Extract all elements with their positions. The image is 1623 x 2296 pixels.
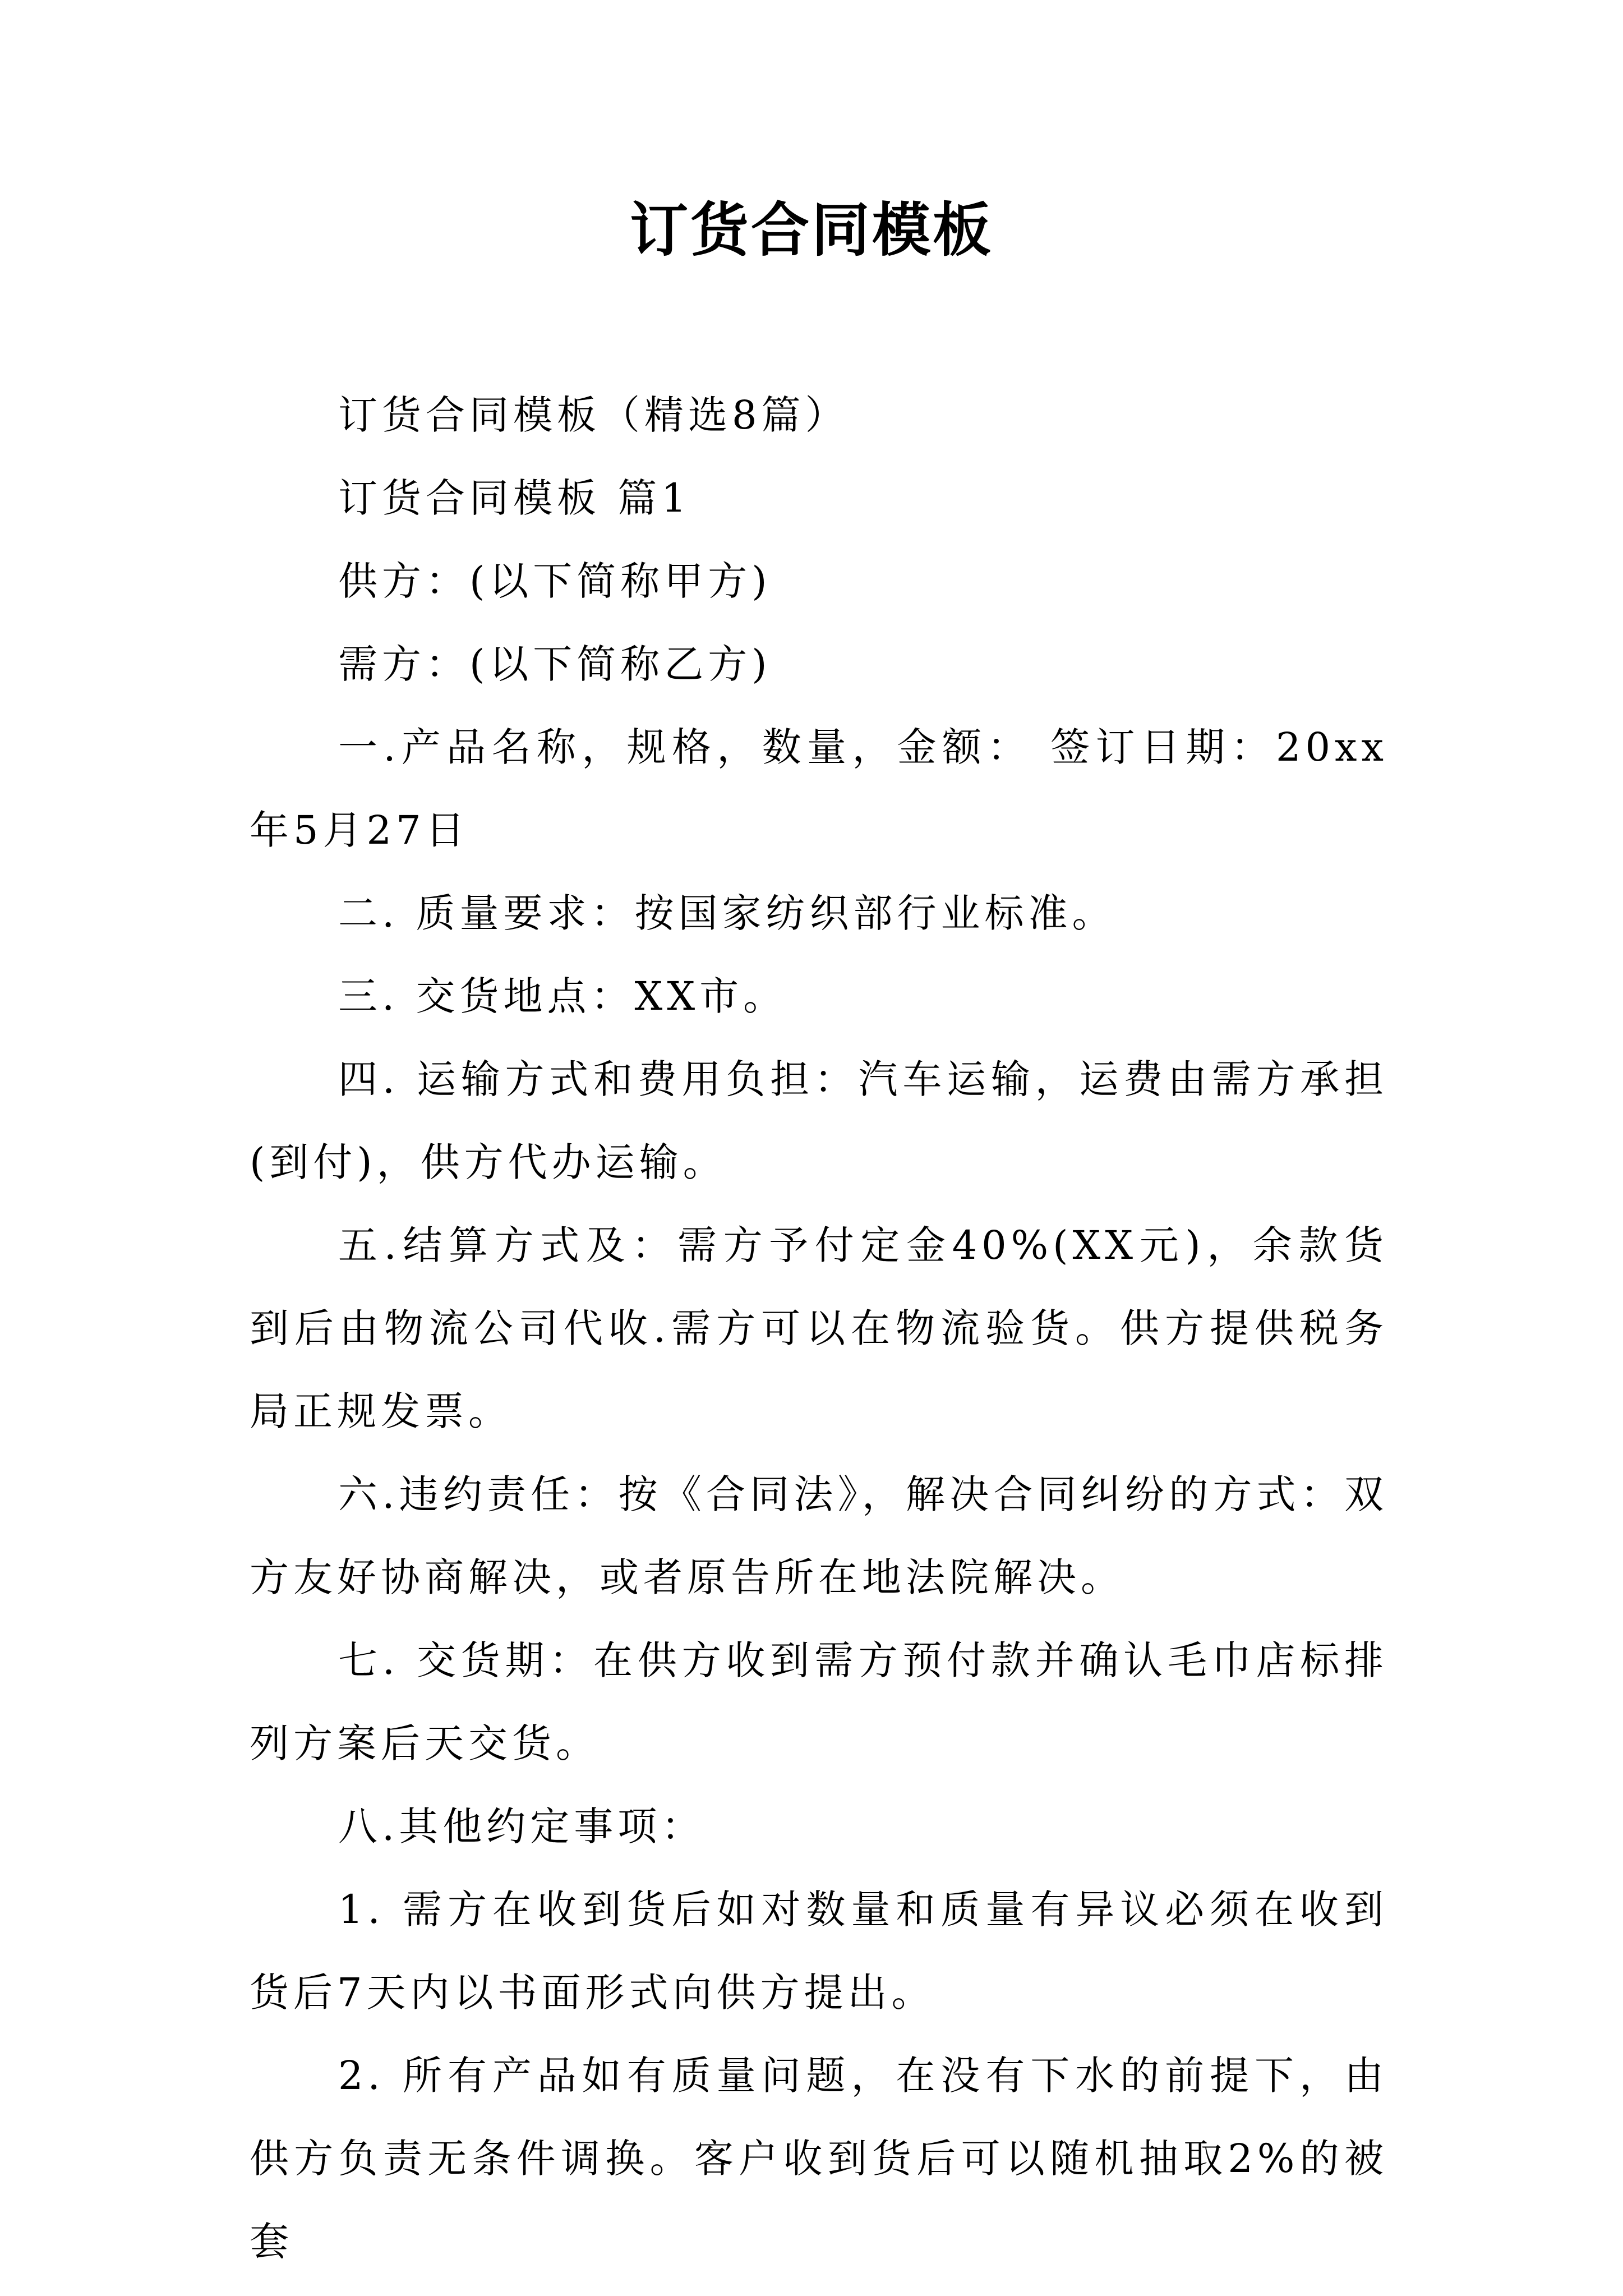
paragraph-clause-1: 一.产品名称，规格，数量，金额： 签订日期：20xx年5月27日 xyxy=(250,724,1388,853)
paragraph-clause-5: 五.结算方式及：需方予付定金40%(XX元)，余款货到后由物流公司代收.需方可以在物流验货。供方提供税务局正规发票。 xyxy=(250,1222,1388,1434)
paragraph-clause-8: 八.其他约定事项： xyxy=(338,1803,706,1849)
paragraph-subtitle: 订货合同模板（精选8篇） xyxy=(338,392,849,438)
paragraph-item-1: 1. 需方在收到货后如对数量和质量有异议必须在收到货后7天内以书面形式向供方提出。 xyxy=(250,1887,1388,2016)
paragraph-supplier: 供方：(以下简称甲方) xyxy=(338,558,772,604)
document-body xyxy=(250,374,1388,2283)
paragraph-clause-4: 四. 运输方式和费用负担：汽车运输，运费由需方承担(到付)，供方代办运输。 xyxy=(250,1056,1388,1185)
paragraph-clause-6: 六.违约责任：按《合同法》，解决合同纠纷的方式：双方友好协商解决，或者原告所在地法院解决。 xyxy=(250,1471,1388,1600)
document-title: 订货合同模板 xyxy=(629,196,993,264)
paragraph-buyer: 需方：(以下简称乙方) xyxy=(338,641,772,687)
paragraph-section-heading: 订货合同模板 篇1 xyxy=(338,475,691,521)
paragraph-clause-2: 二. 质量要求：按国家纺织部行业标准。 xyxy=(338,890,1116,936)
paragraph-clause-7: 七. 交货期：在供方收到需方预付款并确认毛巾店标排列方案后天交货。 xyxy=(250,1637,1388,1766)
paragraph-clause-3: 三. 交货地点：XX市。 xyxy=(338,973,787,1019)
paragraph-item-2: 2. 所有产品如有质量问题，在没有下水的前提下，由供方负责无条件调换。客户收到货后可以随机抽取2%的被套 xyxy=(250,2053,1388,2265)
